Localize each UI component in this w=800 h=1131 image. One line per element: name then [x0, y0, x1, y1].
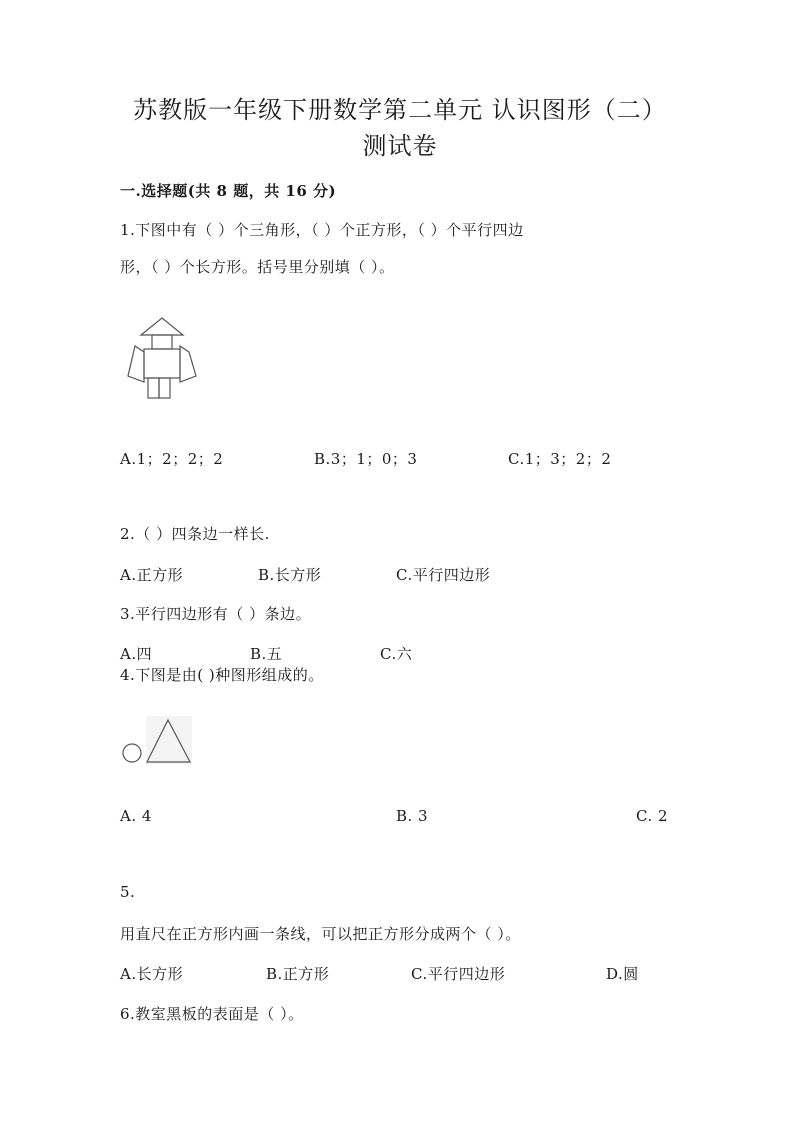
page-title: 苏教版一年级下册数学第二单元 认识图形（二） — [133, 96, 667, 124]
question-3-stem: 3.平行四边形有（ ）条边。 — [120, 605, 312, 623]
question-4-option-a[interactable]: A. 4 — [120, 807, 152, 825]
question-3-option-c[interactable]: C.六 — [380, 645, 413, 663]
question-3-option-a[interactable]: A.四 — [120, 645, 153, 663]
robot-figure — [120, 310, 210, 410]
robot-neck-square — [152, 335, 172, 349]
question-6-stem: 6.教室黑板的表面是（ ）。 — [120, 1005, 304, 1023]
robot-left-arm-parallelogram — [128, 346, 144, 382]
question-2-stem: 2.（ ）四条边一样长. — [120, 525, 270, 543]
question-4-option-b[interactable]: B. 3 — [396, 807, 429, 825]
question-3-option-b[interactable]: B.五 — [250, 645, 283, 663]
question-5-option-d[interactable]: D.圆 — [606, 965, 639, 983]
question-2-option-c[interactable]: C.平行四边形 — [396, 566, 491, 584]
question-4-option-c[interactable]: C. 2 — [636, 807, 669, 825]
question-1-option-c[interactable]: C.1；3；2；2 — [508, 450, 612, 468]
robot-left-leg-rectangle — [148, 378, 159, 398]
question-2-option-b[interactable]: B.长方形 — [258, 566, 322, 584]
page-subtitle: 测试卷 — [362, 132, 438, 160]
question-1-stem-line2: 形，（ ）个长方形。括号里分别填（ ）。 — [120, 258, 395, 276]
robot-body-rectangle — [144, 349, 180, 378]
question-1-stem-line1: 1.下图中有（ ）个三角形，（ ）个正方形，（ ）个平行四边 — [120, 221, 524, 239]
robot-head-triangle — [141, 318, 183, 335]
figure-circle — [123, 744, 141, 762]
section-heading: 一.选择题(共 8 题，共 16 分) — [120, 182, 337, 200]
circle-triangle-figure — [120, 716, 192, 766]
robot-right-leg-rectangle — [159, 378, 170, 398]
question-5-option-b[interactable]: B.正方形 — [266, 965, 330, 983]
question-5-option-a[interactable]: A.长方形 — [120, 965, 184, 983]
question-1-option-b[interactable]: B.3；1；0；3 — [314, 450, 418, 468]
robot-right-arm-parallelogram — [180, 346, 196, 382]
question-5-number: 5. — [120, 883, 136, 901]
question-5-option-c[interactable]: C.平行四边形 — [411, 965, 506, 983]
question-1-option-a[interactable]: A.1；2；2；2 — [120, 450, 224, 468]
question-4-stem: 4.下图是由( )种图形组成的。 — [120, 666, 324, 684]
question-2-option-a[interactable]: A.正方形 — [120, 566, 184, 584]
question-5-stem: 用直尺在正方形内画一条线，可以把正方形分成两个（ ）。 — [120, 925, 521, 943]
